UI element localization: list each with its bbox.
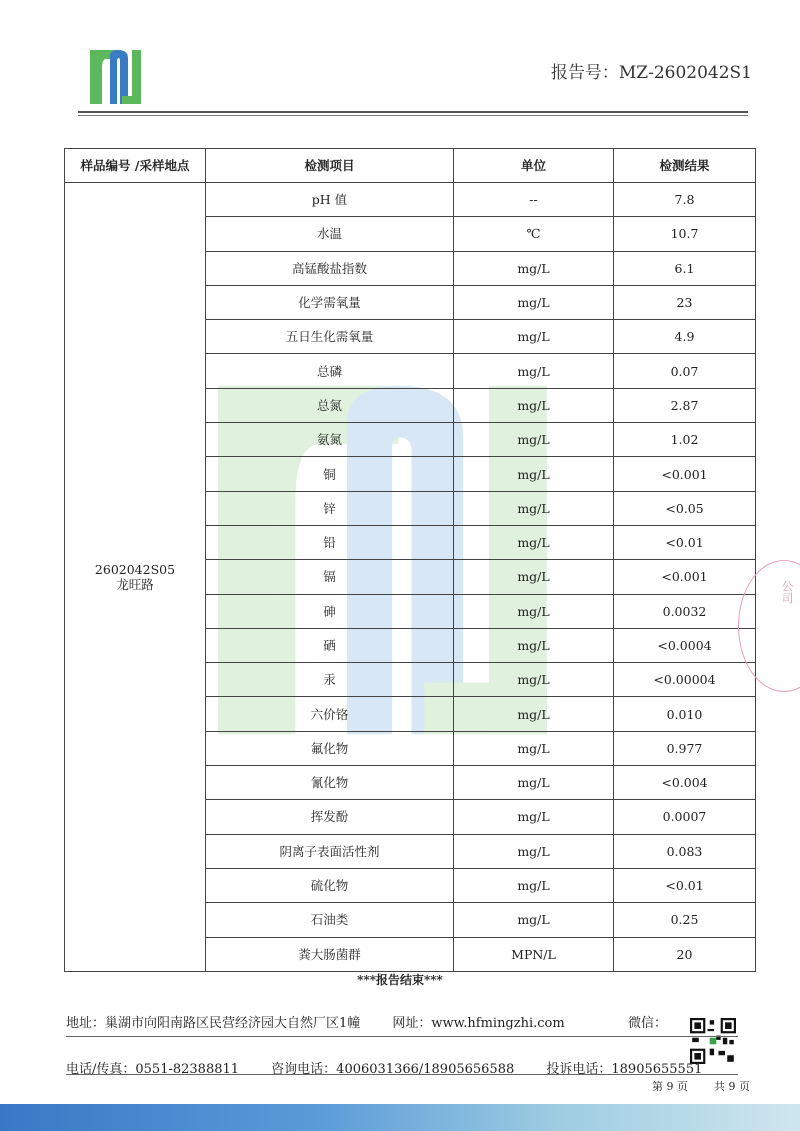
cell-result: 23	[614, 285, 756, 319]
sample-id: 2602042S05	[94, 561, 176, 577]
cell-result: <0.01	[614, 868, 756, 902]
cell-unit: mg/L	[454, 766, 614, 800]
cell-unit: MPN/L	[454, 937, 614, 971]
header-unit: 单位	[454, 149, 614, 183]
company-logo	[88, 46, 150, 108]
cell-unit: mg/L	[454, 834, 614, 868]
cell-unit: mg/L	[454, 903, 614, 937]
cell-item: 硫化物	[206, 868, 454, 902]
page-current: 第 9 页	[652, 1080, 688, 1093]
cell-result: 1.02	[614, 423, 756, 457]
cell-unit: mg/L	[454, 697, 614, 731]
cell-item: 高锰酸盐指数	[206, 251, 454, 285]
footer-divider-2	[66, 1074, 738, 1075]
footer-wechat-label: 微信：	[628, 1016, 668, 1031]
cell-result: 0.0032	[614, 594, 756, 628]
cell-unit: mg/L	[454, 594, 614, 628]
cell-result: <0.00004	[614, 663, 756, 697]
cell-unit: mg/L	[454, 388, 614, 422]
cell-unit: mg/L	[454, 354, 614, 388]
cell-unit: mg/L	[454, 251, 614, 285]
cell-result: <0.001	[614, 560, 756, 594]
report-number: 报告号：MZ-2602042S1	[550, 63, 752, 83]
cell-unit: mg/L	[454, 525, 614, 559]
cell-item: 硒	[206, 628, 454, 662]
footer-contact-line1	[66, 1012, 593, 1031]
table-row	[65, 183, 756, 217]
cell-result: 0.083	[614, 834, 756, 868]
cell-item: 氰化物	[206, 766, 454, 800]
cell-item: 镉	[206, 560, 454, 594]
cell-result: 2.87	[614, 388, 756, 422]
sample-location: 龙旺路	[116, 576, 154, 592]
cell-unit: mg/L	[454, 491, 614, 525]
cell-unit: --	[454, 183, 614, 217]
cell-unit: mg/L	[454, 868, 614, 902]
header-item: 检测项目	[206, 149, 454, 183]
table-header-row	[65, 149, 756, 183]
cell-result: 0.25	[614, 903, 756, 937]
cell-item: 总氮	[206, 388, 454, 422]
page-number	[626, 1078, 750, 1094]
header-result: 检测结果	[614, 149, 756, 183]
cell-result: <0.05	[614, 491, 756, 525]
cell-result: 10.7	[614, 217, 756, 251]
cell-unit: mg/L	[454, 320, 614, 354]
cell-item: 化学需氧量	[206, 285, 454, 319]
cell-item: 总磷	[206, 354, 454, 388]
cell-item: 砷	[206, 594, 454, 628]
report-end-note: ***报告结束***	[357, 973, 443, 987]
cell-result: 0.0007	[614, 800, 756, 834]
cell-unit: mg/L	[454, 560, 614, 594]
cell-item: pH 值	[206, 183, 454, 217]
cell-item: 五日生化需氧量	[206, 320, 454, 354]
cell-result: <0.01	[614, 525, 756, 559]
company-seal-text: 公司	[780, 580, 794, 604]
cell-result: <0.001	[614, 457, 756, 491]
cell-item: 阴离子表面活性剂	[206, 834, 454, 868]
cell-result: 7.8	[614, 183, 756, 217]
cell-result: <0.004	[614, 766, 756, 800]
cell-item: 氟化物	[206, 731, 454, 765]
cell-result: 20	[614, 937, 756, 971]
cell-result: 0.977	[614, 731, 756, 765]
cell-result: 0.010	[614, 697, 756, 731]
cell-unit: mg/L	[454, 457, 614, 491]
cell-item: 粪大肠菌群	[206, 937, 454, 971]
header-divider	[78, 111, 748, 113]
cell-unit: mg/L	[454, 800, 614, 834]
footer-website: 网址：www.hfmingzhi.com	[392, 1016, 565, 1031]
cell-item: 石油类	[206, 903, 454, 937]
results-table	[64, 148, 756, 972]
header-sample: 样品编号 /采样地点	[65, 149, 206, 183]
footer-address: 地址：巢湖市向阳南路区民营经济园大自然厂区1幢	[66, 1016, 361, 1031]
cell-item: 挥发酚	[206, 800, 454, 834]
footer-phone: 电话/传真：0551-82388811	[66, 1062, 240, 1077]
sample-cell	[65, 183, 206, 972]
cell-item: 锌	[206, 491, 454, 525]
cell-result: 0.07	[614, 354, 756, 388]
cell-unit: mg/L	[454, 731, 614, 765]
cell-result: 4.9	[614, 320, 756, 354]
cell-result: 6.1	[614, 251, 756, 285]
cell-unit: ℃	[454, 217, 614, 251]
cell-item: 水温	[206, 217, 454, 251]
footer-divider-1	[66, 1036, 738, 1037]
cell-unit: mg/L	[454, 285, 614, 319]
footer-complaint: 投诉电话：18905655551	[546, 1062, 703, 1077]
cell-unit: mg/L	[454, 628, 614, 662]
cell-item: 铅	[206, 525, 454, 559]
cell-unit: mg/L	[454, 423, 614, 457]
cell-item: 六价铬	[206, 697, 454, 731]
cell-item: 铜	[206, 457, 454, 491]
table-body	[65, 183, 756, 972]
footer-consult: 咨询电话：4006031366/18905656588	[271, 1062, 515, 1077]
header-divider-thin	[78, 115, 748, 116]
bottom-color-bar	[0, 1104, 800, 1131]
cell-item: 氨氮	[206, 423, 454, 457]
cell-result: <0.0004	[614, 628, 756, 662]
cell-unit: mg/L	[454, 663, 614, 697]
page-total: 共 9 页	[714, 1080, 750, 1093]
cell-item: 汞	[206, 663, 454, 697]
